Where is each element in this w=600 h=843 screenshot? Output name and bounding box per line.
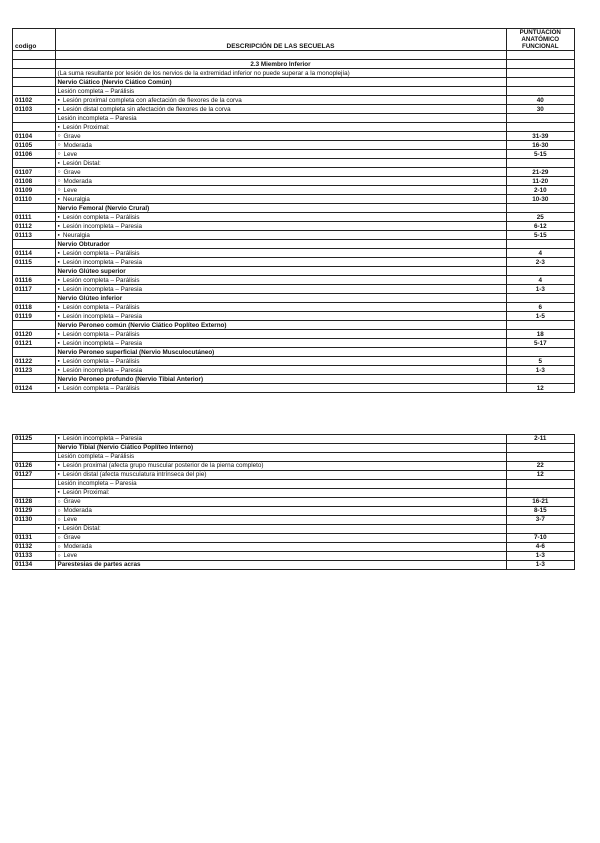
table-row [13,69,575,78]
row-description-text: ● Lesión completa – Parálisis [58,214,140,221]
row-description [55,186,506,195]
row-code: 01112 [13,222,56,231]
row-code: 01121 [13,339,56,348]
row-score: 5-17 [506,339,574,348]
row-description-text: ● Lesión proximal (afecta grupo muscular posterior de la pierna completo) [58,462,264,469]
row-score: 12 [506,384,574,393]
row-score: 8-15 [506,507,574,516]
row-score [506,240,574,249]
row-description-text: ○ Leve [58,516,78,523]
row-description-text: Nervio Peroneo superficial (Nervio Musculocutáneo) [57,348,215,356]
header-score [506,29,574,51]
row-description-text: ● Lesión completa – Parálisis [58,331,140,338]
row-code [13,453,56,462]
table-row [13,249,575,258]
row-description [55,258,506,267]
table-row [13,276,575,285]
row-code [13,60,56,69]
row-code [13,444,56,453]
row-code [13,375,56,384]
row-code: 01108 [13,177,56,186]
row-code: 01107 [13,168,56,177]
row-description [55,357,506,366]
table-row [13,480,575,489]
row-code [13,267,56,276]
row-score [506,489,574,498]
row-code [13,159,56,168]
row-description [55,285,506,294]
row-description [55,177,506,186]
row-code: 01130 [13,516,56,525]
row-code: 01119 [13,312,56,321]
row-code: 01111 [13,213,56,222]
table-row [13,213,575,222]
header-code: codigo [13,29,56,51]
sequelae-table-upper [12,28,575,393]
table-body-lower [13,435,575,570]
row-code: 01131 [13,534,56,543]
row-code: 01103 [13,105,56,114]
row-description-text: Nervio Obturador [57,240,110,248]
row-description-text: Lesión completa – Parálisis [57,87,135,95]
row-description [55,480,506,489]
row-description [55,114,506,123]
table-row [13,525,575,534]
row-code: 01116 [13,276,56,285]
row-score: 2-11 [506,435,574,444]
row-code: 01129 [13,507,56,516]
table-row [13,552,575,561]
row-description [55,435,506,444]
row-code: 01117 [13,285,56,294]
table-row [13,96,575,105]
row-score: 6 [506,303,574,312]
row-description [55,552,506,561]
row-score [506,525,574,534]
table-row [13,384,575,393]
header-score-line1: PUNTUACIÓN [519,29,561,36]
row-description-text: ○ Leve [58,187,78,194]
table-row [13,507,575,516]
row-description-text: ● Lesión incompleta – Paresia [58,223,143,230]
table-row [13,78,575,87]
sequelae-table-lower [12,434,575,570]
table-row [13,186,575,195]
table-row [13,123,575,132]
header-score-line2: ANATÓMICO [521,36,560,44]
row-description-text: ● Lesión incompleta – Paresia [58,259,143,266]
row-score: 25 [506,213,574,222]
row-description [55,339,506,348]
row-description-text: Lesión incompleta – Paresia [57,480,137,488]
row-code: 01114 [13,249,56,258]
row-description-text: ● Lesión incompleta – Paresia [58,435,143,442]
row-score: 4-6 [506,543,574,552]
row-description-text: ● Lesión distal completa sin afectación de flexores de la corva [58,106,231,113]
row-description-text: ○ Leve [58,552,78,559]
row-description-text: (La suma resultante por lesión de los nervios de la extremidad inferior no puede superar a la monoplejía) [57,69,350,77]
row-score: 2-3 [506,258,574,267]
row-description-text: ○ Grave [58,169,81,176]
row-description-text: ● Lesión completa – Parálisis [58,304,140,311]
table-row [13,435,575,444]
row-score: 16-21 [506,498,574,507]
table-row [13,177,575,186]
row-description-text: ○ Moderada [58,178,92,185]
row-description [55,348,506,357]
row-code [13,123,56,132]
row-code: 01134 [13,561,56,570]
row-description-text: ● Lesión distal (afecta musculatura intrínseca del pie) [58,471,207,478]
row-description [55,159,506,168]
row-description [55,471,506,480]
row-description [55,294,506,303]
table-row [13,87,575,96]
row-description-text: Nervio Glúteo inferior [57,294,123,302]
row-score [506,348,574,357]
row-description [55,444,506,453]
row-description-text: Parestesias de partes acras [57,561,141,569]
row-description [55,312,506,321]
row-description-text: ● Lesión incompleta – Paresia [58,367,143,374]
table-row [13,267,575,276]
row-score: 2-10 [506,186,574,195]
row-description-text: ● Lesión incompleta – Paresia [58,313,143,320]
row-score [506,267,574,276]
row-code: 01126 [13,462,56,471]
row-code: 01122 [13,357,56,366]
row-description [55,543,506,552]
row-score: 40 [506,96,574,105]
table-row [13,258,575,267]
row-code: 01124 [13,384,56,393]
row-score: 30 [506,105,574,114]
row-description [55,195,506,204]
row-description-text: ○ Grave [58,133,81,140]
row-code [13,204,56,213]
table-row [13,204,575,213]
row-score: 18 [506,330,574,339]
table-row [13,453,575,462]
row-score [506,453,574,462]
table-row [13,222,575,231]
header-description: DESCRIPCIÓN DE LAS SECUELAS [55,29,506,51]
row-description-text: Nervio Peroneo profundo (Nervio Tibial Anterior) [57,375,204,383]
table-row [13,105,575,114]
row-description-text: ● Neuralgia [58,232,90,239]
row-code [13,114,56,123]
row-description [55,276,506,285]
row-description [55,303,506,312]
table-row [13,534,575,543]
row-description [55,87,506,96]
row-description [55,78,506,87]
table-body-upper [13,51,575,393]
row-description-text: ● Lesión incompleta – Paresia [58,340,143,347]
row-code [13,51,56,60]
row-description-text: ● Lesión completa – Parálisis [58,358,140,365]
row-score [506,159,574,168]
row-score [506,78,574,87]
row-description [55,213,506,222]
table-row [13,462,575,471]
row-code: 01127 [13,471,56,480]
row-description [55,141,506,150]
table-row [13,471,575,480]
row-description [55,384,506,393]
row-description [55,267,506,276]
row-description-text: 2.3 Miembro Inferior [250,60,311,68]
row-score [506,87,574,96]
row-score: 1-3 [506,366,574,375]
row-code: 01118 [13,303,56,312]
row-score: 11-20 [506,177,574,186]
table-row [13,132,575,141]
row-description-text: Lesión completa – Parálisis [57,453,135,461]
row-description-text: Nervio Peroneo común (Nervio Ciático Poplíteo Externo) [57,321,227,329]
table-row [13,357,575,366]
row-description-text: ● Lesión completa – Parálisis [58,277,140,284]
row-score: 5-15 [506,231,574,240]
row-code [13,87,56,96]
table-row [13,312,575,321]
row-description [55,150,506,159]
table-row [13,348,575,357]
row-score [506,69,574,78]
row-description [55,534,506,543]
table-row [13,543,575,552]
row-description [55,204,506,213]
row-description-text: Nervio Ciático (Nervio Ciático Común) [57,78,172,86]
row-code: 01120 [13,330,56,339]
row-code: 01110 [13,195,56,204]
row-description-text: ● Lesión Distal: [58,160,101,167]
row-description [55,462,506,471]
table-row [13,498,575,507]
row-score [506,294,574,303]
row-description [55,489,506,498]
row-description-text: ○ Grave [58,534,81,541]
table-row [13,375,575,384]
table-row [13,231,575,240]
row-description [55,498,506,507]
row-code [13,480,56,489]
row-description-text: ● Lesión completa – Parálisis [58,250,140,257]
row-score [506,60,574,69]
table-header-row [13,29,575,51]
row-description-text: ● Lesión Proximal: [58,489,110,496]
row-code [13,78,56,87]
row-code: 01104 [13,132,56,141]
table-row [13,60,575,69]
row-score: 5 [506,357,574,366]
row-description [55,453,506,462]
table-row [13,561,575,570]
row-code: 01113 [13,231,56,240]
table-row [13,141,575,150]
row-description [55,330,506,339]
row-score: 1-5 [506,312,574,321]
row-score: 1-3 [506,285,574,294]
row-description [55,321,506,330]
row-score: 7-10 [506,534,574,543]
table-row [13,240,575,249]
row-code: 01125 [13,435,56,444]
row-description-text: ○ Moderada [58,543,92,550]
table-row [13,195,575,204]
row-description-text: ● Lesión Distal: [58,525,101,532]
row-code: 01133 [13,552,56,561]
table-row [13,159,575,168]
row-description-text: Lesión incompleta – Paresia [57,114,137,122]
row-description-text: ● Lesión incompleta – Paresia [58,286,143,293]
row-code [13,69,56,78]
table-row [13,444,575,453]
row-score: 1-3 [506,561,574,570]
table-row [13,150,575,159]
row-code: 01132 [13,543,56,552]
row-description-text: ○ Leve [58,151,78,158]
row-score [506,375,574,384]
row-description [55,132,506,141]
row-score: 3-7 [506,516,574,525]
row-code: 01109 [13,186,56,195]
table-row [13,516,575,525]
row-description [55,60,506,69]
row-score: 21-29 [506,168,574,177]
table-row [13,294,575,303]
row-description [55,249,506,258]
row-description [55,366,506,375]
row-code: 01102 [13,96,56,105]
table-row [13,114,575,123]
row-score: 16-30 [506,141,574,150]
row-description-text: ○ Moderada [58,507,92,514]
row-description [55,561,506,570]
row-description-text: Nervio Tibial (Nervio Ciático Poplíteo Interno) [57,444,194,452]
row-code: 01123 [13,366,56,375]
row-code [13,525,56,534]
table-row [13,51,575,60]
row-score: 4 [506,276,574,285]
row-code [13,240,56,249]
table-row [13,168,575,177]
row-description [55,375,506,384]
row-description-text: ● Neuralgia [58,196,90,203]
row-score: 22 [506,462,574,471]
row-description [55,525,506,534]
row-description [55,168,506,177]
row-description-text: ● Lesión completa – Parálisis [58,385,140,392]
table-row [13,489,575,498]
row-description [55,516,506,525]
row-code: 01128 [13,498,56,507]
row-code [13,489,56,498]
row-description [55,105,506,114]
table-row [13,285,575,294]
row-code: 01105 [13,141,56,150]
row-description [55,240,506,249]
header-score-line3: FUNCIONAL [522,43,559,51]
row-description-text: ○ Grave [58,498,81,505]
row-code [13,348,56,357]
row-description [55,96,506,105]
row-description-text: ○ Moderada [58,142,92,149]
row-score: 31-39 [506,132,574,141]
row-score [506,204,574,213]
row-description [55,222,506,231]
row-description-text: ● Lesión Proximal: [58,124,110,131]
row-code: 01106 [13,150,56,159]
row-code [13,321,56,330]
table-row [13,303,575,312]
row-description [55,231,506,240]
row-description [55,507,506,516]
row-score [506,114,574,123]
row-score: 6-12 [506,222,574,231]
row-score [506,444,574,453]
row-description [55,123,506,132]
table-row [13,321,575,330]
row-description-text: ● Lesión proximal completa con afectación de flexores de la corva [58,97,242,104]
table-row [13,366,575,375]
row-description-text: Nervio Femoral (Nervio Crural) [57,204,150,212]
row-score: 4 [506,249,574,258]
row-score [506,51,574,60]
row-score [506,321,574,330]
row-score: 12 [506,471,574,480]
table-row [13,330,575,339]
table-row [13,339,575,348]
row-description-text: Nervio Glúteo superior [57,267,126,275]
row-score [506,480,574,489]
row-score: 10-30 [506,195,574,204]
row-code [13,294,56,303]
row-description [55,69,506,78]
row-code: 01115 [13,258,56,267]
row-score: 1-3 [506,552,574,561]
row-score [506,123,574,132]
row-score: 5-15 [506,150,574,159]
row-description [55,51,506,60]
